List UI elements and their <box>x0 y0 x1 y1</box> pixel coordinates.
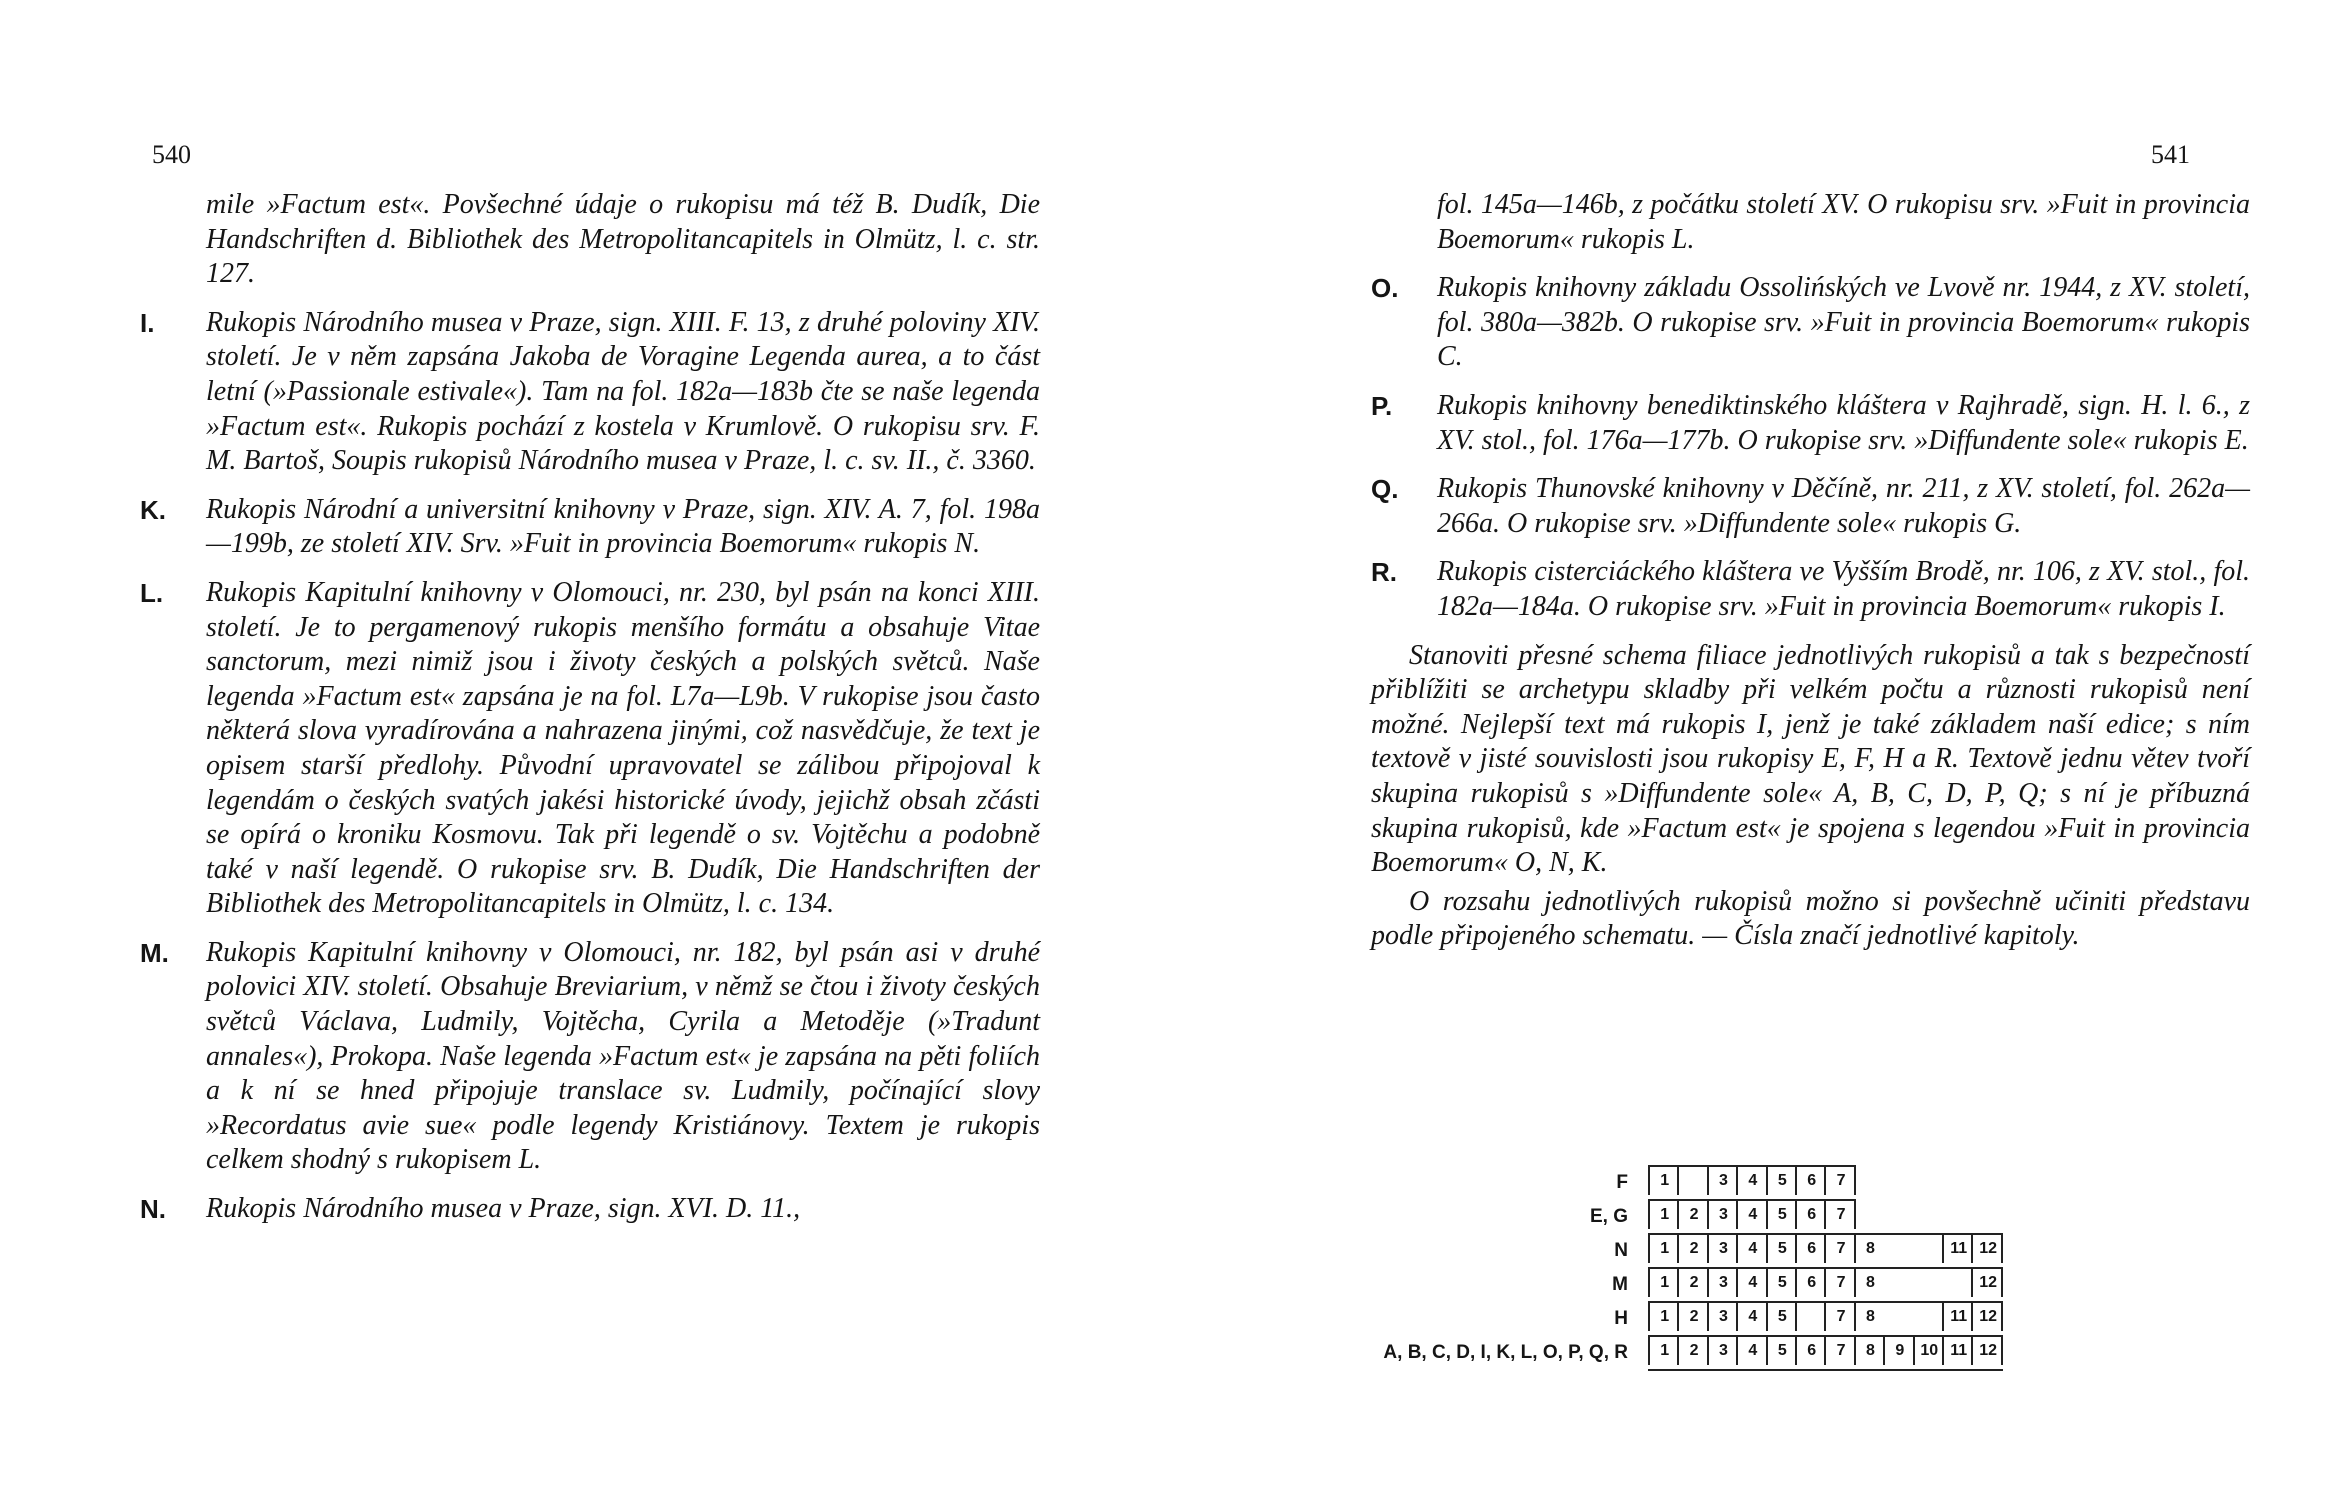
schema-rule <box>1648 1165 1856 1167</box>
intro-text: fol. 145a—146b, z počátku století XV. O rukopisu srv. »Fuit in provincia Boemorum« rukopis L. <box>1437 189 2250 255</box>
entry-text: Rukopis Národního musea v Praze, sign. XIII. F. 13, z druhé poloviny XIV. století. Je v něm zapsána Jakoba de Voragine Legenda aurea, a to část letní (»Passionale estivale«). Tam na fol. 182a—183b čte se naše legenda »Factum est«. Rukopis pochází z kostela v Krumlově. O rukopisu srv. F. M. Bartoš, Soupis rukopisů Národního musea v Praze, l. c. sv. II., č. 3360. <box>206 306 1040 477</box>
schema-cell: 9 <box>1883 1337 1914 1365</box>
schema-cell: 8 <box>1854 1337 1885 1365</box>
schema-row <box>1328 1335 2228 1369</box>
schema-rule <box>1648 1267 2003 1269</box>
schema-cell: 7 <box>1824 1269 1855 1297</box>
schema-cell: 1 <box>1648 1201 1679 1229</box>
schema-cell: 4 <box>1736 1167 1767 1195</box>
schema-cell <box>1854 1167 1885 1195</box>
schema-cell: 3 <box>1707 1269 1738 1297</box>
left-text-column <box>140 188 1040 1241</box>
schema-cell: 10 <box>1913 1337 1944 1365</box>
schema-cell <box>1942 1201 1973 1229</box>
schema-row <box>1328 1301 2228 1335</box>
manuscript-entry-m <box>140 936 1040 1178</box>
schema-cell: 4 <box>1736 1303 1767 1331</box>
manuscript-entry-p <box>1371 389 2250 458</box>
schema-cell <box>1913 1201 1944 1229</box>
schema-cell: 4 <box>1736 1235 1767 1263</box>
schema-cell: 7 <box>1824 1337 1855 1365</box>
schema-cell: 12 <box>1971 1337 2002 1365</box>
schema-cell: 5 <box>1766 1337 1797 1365</box>
entry-letter: Q. <box>1371 474 1399 505</box>
schema-cell: 6 <box>1795 1201 1826 1229</box>
schema-cell: 1 <box>1648 1269 1679 1297</box>
schema-cell: 6 <box>1795 1235 1826 1263</box>
schema-row-label: H <box>1614 1308 1628 1329</box>
schema-cell <box>1913 1167 1944 1195</box>
schema-row <box>1328 1233 2228 1267</box>
schema-cell <box>1883 1269 1914 1297</box>
schema-cell <box>1854 1201 1885 1229</box>
schema-row-label: N <box>1614 1240 1628 1261</box>
schema-cell: 11 <box>1942 1337 1973 1365</box>
schema-row-label: F <box>1616 1172 1628 1193</box>
schema-row-end <box>2001 1337 2005 1365</box>
schema-cell: 2 <box>1677 1235 1708 1263</box>
schema-rule <box>1648 1369 2003 1371</box>
schema-row-label: E, G <box>1589 1206 1628 1227</box>
schema-rule <box>1648 1301 2003 1303</box>
schema-cell <box>1942 1167 1973 1195</box>
schema-rule <box>1648 1335 2003 1337</box>
schema-rule <box>1648 1199 1856 1201</box>
schema-cell: 4 <box>1736 1337 1767 1365</box>
schema-cell: 7 <box>1824 1167 1855 1195</box>
schema-cell: 8 <box>1854 1269 1885 1297</box>
schema-cell: 3 <box>1707 1235 1738 1263</box>
schema-cell: 2 <box>1677 1201 1708 1229</box>
schema-row-end <box>2001 1303 2005 1331</box>
schema-cell: 5 <box>1766 1201 1797 1229</box>
schema-cell: 11 <box>1942 1303 1973 1331</box>
schema-rule <box>1648 1233 2003 1235</box>
filiation-paragraph: Stanoviti přesné schema filiace jednotlivých rukopisů a tak s bezpečností přiblížiti se archetypu skladby při velkém počtu a různosti rukopisů není možné. Nejlepší text má rukopis I, jenž je také základem naší edice; s ním textově v jisté souvislosti jsou rukopisy E, F, H a R. Textově jednu větev tvoří skupina rukopisů s »Diffundente sole« A, B, C, D, P, Q; s ní je příbuzná skupina rukopisů, kde »Factum est« je spojena s legendou »Fuit in provincia Boemorum« O, N, K. <box>1371 639 2250 879</box>
schema-cell: 7 <box>1824 1303 1855 1331</box>
manuscript-entry-k <box>140 493 1040 562</box>
entry-text: Rukopis Kapitulní knihovny v Olomouci, nr. 182, byl psán asi v druhé polovici XIV. století. Obsahuje Breviarium, v němž se čtou i životy českých světců Václava, Ludmily, Vojtěcha, Cyrila a Metoděje (»Tradunt annales«), Prokopa. Naše legenda »Factum est« je zapsána na pěti foliích a k ní se hned připojuje translace sv. Ludmily, počínající slovy »Recordatus avie sue« podle legendy Kristiánovy. Textem je rukopis celkem shodný s rukopisem L. <box>206 936 1040 1176</box>
entry-letter: L. <box>140 577 164 608</box>
manuscript-entry-i <box>140 306 1040 479</box>
schema-cell: 4 <box>1736 1269 1767 1297</box>
schema-cell <box>1971 1201 2002 1229</box>
schema-cell: 5 <box>1766 1269 1797 1297</box>
page-number: 541 <box>2151 140 2190 169</box>
schema-cell: 7 <box>1824 1235 1855 1263</box>
entry-text: Rukopis Thunovské knihovny v Děčíně, nr. 211, z XV. století, fol. 262a—266a. O rukopise srv. »Diffundente sole« rukopis G. <box>1437 473 2250 539</box>
manuscript-entry-r <box>1371 555 2250 624</box>
entry-text: Rukopis knihovny základu Ossolińských ve Lvově nr. 1944, z XV. století, fol. 380a—382b. O rukopise srv. »Fuit in provincia Boemorum« rukopis C. <box>1437 272 2250 373</box>
schema-cell: 6 <box>1795 1167 1826 1195</box>
entry-text: Rukopis Národní a universitní knihovny v Praze, sign. XIV. A. 7, fol. 198a—199b, ze století XIV. Srv. »Fuit in provincia Boemorum« rukopis N. <box>206 493 1040 560</box>
schema-cell <box>1795 1303 1826 1331</box>
schema-cell: 1 <box>1648 1337 1679 1365</box>
schema-cell: 12 <box>1971 1269 2002 1297</box>
entry-letter: O. <box>1371 273 1399 304</box>
schema-cell: 3 <box>1707 1167 1738 1195</box>
entry-text: Rukopis Kapitulní knihovny v Olomouci, nr. 230, byl psán na konci XIII. století. Je to pergamenový rukopis menšího formátu a obsahuje Vitae sanctorum, mezi nimiž jsou i životy českých a polských světců. Naše legenda »Factum est« zapsána je na fol. L7a—L9b. V rukopise jsou často některá slova vyradírována a nahrazena jinými, což nasvědčuje, že text je opisem starší předlohy. Původní upravovatel se zálibou připojoval k legendám o českých svatých jakési historické úvody, jejichž obsah zčásti se opírá o kroniku Kosmovu. Tak při legendě o sv. Vojtěchu a podobně také v naší legendě. O rukopise srv. B. Dudík, Die Handschriften der Bibliothek des Metropolitancapitels in Olmütz, l. c. 134. <box>206 576 1040 920</box>
manuscript-entry-l <box>140 576 1040 922</box>
schema-cell <box>1883 1303 1914 1331</box>
schema-cell <box>1942 1269 1973 1297</box>
entry-letter: I. <box>140 307 155 338</box>
schema-row-label: M <box>1612 1274 1628 1295</box>
right-text-column <box>1371 188 2250 954</box>
schema-intro-paragraph: O rozsahu jednotlivých rukopisů možno si povšechně učiniti představu podle připojeného schematu. — Čísla značí jednotlivé kapitoly. <box>1371 885 2250 952</box>
schema-cell: 12 <box>1971 1235 2002 1263</box>
schema-row-end <box>1854 1201 1858 1229</box>
schema-cell: 1 <box>1648 1167 1679 1195</box>
schema-cell: 11 <box>1942 1235 1973 1263</box>
schema-cell <box>1971 1167 2002 1195</box>
entry-letter: P. <box>1371 390 1393 421</box>
schema-cell <box>1913 1269 1944 1297</box>
schema-row <box>1328 1199 2228 1233</box>
schema-cell: 2 <box>1677 1337 1708 1365</box>
schema-cell: 1 <box>1648 1235 1679 1263</box>
intro-text: mile »Factum est«. Povšechné údaje o rukopisu má též B. Dudík, Die Handschriften d. Bibliothek des Metropolitancapitels in Olmütz, l. c. str. 127. <box>206 189 1040 290</box>
schema-cell: 3 <box>1707 1337 1738 1365</box>
entry-letter: M. <box>140 937 169 968</box>
schema-cell: 3 <box>1707 1303 1738 1331</box>
schema-cell: 6 <box>1795 1337 1826 1365</box>
schema-row <box>1328 1165 2228 1199</box>
manuscript-entry-n <box>140 1192 1040 1227</box>
schema-row <box>1328 1267 2228 1301</box>
schema-cell <box>1883 1167 1914 1195</box>
manuscript-entry-o <box>1371 271 2250 375</box>
schema-cell <box>1913 1303 1944 1331</box>
manuscript-entry-q <box>1371 472 2250 541</box>
schema-cell: 5 <box>1766 1303 1797 1331</box>
schema-cell: 7 <box>1824 1201 1855 1229</box>
schema-cell <box>1883 1201 1914 1229</box>
schema-row-end <box>1854 1167 1858 1195</box>
schema-cell: 12 <box>1971 1303 2002 1331</box>
schema-row-end <box>2001 1269 2005 1297</box>
schema-cell: 8 <box>1854 1235 1885 1263</box>
page-number: 540 <box>152 140 191 169</box>
schema-cell <box>1913 1235 1944 1263</box>
schema-cell: 1 <box>1648 1303 1679 1331</box>
entry-letter: R. <box>1371 557 1397 588</box>
schema-cell: 5 <box>1766 1235 1797 1263</box>
entry-letter: K. <box>140 494 166 525</box>
entry-letter: N. <box>140 1194 166 1225</box>
entry-text: Rukopis cisterciáckého kláštera ve Vyšším Brodě, nr. 106, z XV. stol., fol. 182a—184a. O rukopise srv. »Fuit in provincia Boemorum« rukopis I. <box>1437 556 2250 622</box>
schema-cell: 2 <box>1677 1269 1708 1297</box>
schema-cell: 6 <box>1795 1269 1826 1297</box>
schema-cell: 4 <box>1736 1201 1767 1229</box>
schema-cell <box>1883 1235 1914 1263</box>
schema-row-end <box>2001 1235 2005 1263</box>
schema-cell <box>1677 1167 1708 1195</box>
schema-row-label: A, B, C, D, I, K, L, O, P, Q, R <box>1383 1342 1628 1363</box>
schema-cell: 8 <box>1854 1303 1885 1331</box>
schema-cell: 3 <box>1707 1201 1738 1229</box>
entry-text: Rukopis knihovny benediktinského kláštera v Rajhradě, sign. H. l. 6., z XV. stol., fol. 176a—177b. O rukopise srv. »Diffundente sole« rukopis E. <box>1437 389 2250 456</box>
schema-cell: 5 <box>1766 1167 1797 1195</box>
entry-text: Rukopis Národního musea v Praze, sign. XVI. D. 11., <box>206 1193 801 1225</box>
schema-cell: 2 <box>1677 1303 1708 1331</box>
